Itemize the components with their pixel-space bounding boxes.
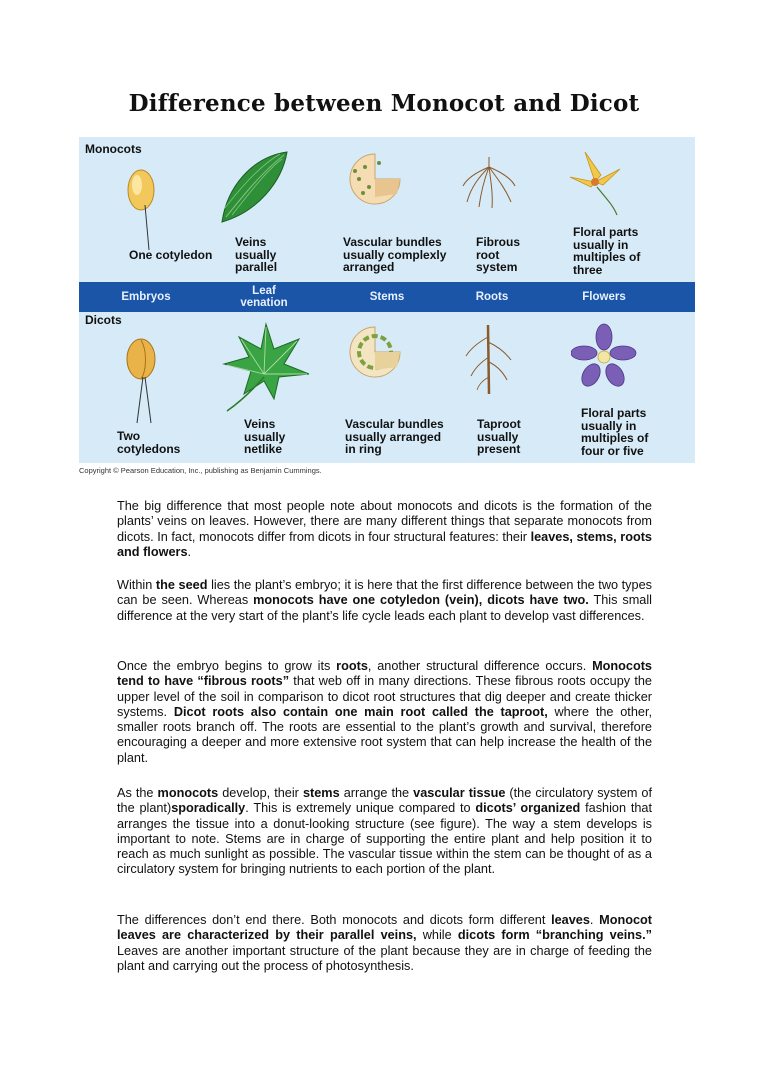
caption-two-cotyledons: Two cotyledons (117, 429, 181, 456)
paragraph-2: Within the seed lies the plant’s embryo; it is here that the first difference between the two types can be seen. Whereas monocots have one cotyledon (vein), dicots have two. This small difference at the very start of the plant’s life cycle leads each plant to develop vast differences. (117, 578, 652, 623)
caption-veins-parallel: Veins usually parallel (235, 235, 278, 274)
paragraph-5: The differences don’t end there. Both monocots and dicots form different leaves. Monocot leaves are characterized by their parallel veins, while dicots form “branching veins.” Leaves are another important structure of the plant because they are in charge of feeding the plant and carrying out the process of photosynthesis. (117, 913, 652, 973)
caption-veins-netlike: Veins usually netlike (244, 417, 286, 456)
monocot-embryo-illustration (119, 165, 169, 255)
dicots-heading: Dicots (85, 313, 122, 327)
monocot-dicot-figure (79, 137, 695, 463)
dicot-flower-illustration (571, 323, 637, 393)
caption-floral-three: Floral parts usually in multiples of three (573, 225, 641, 277)
monocots-heading: Monocots (85, 142, 142, 156)
band-label-embryos: Embryos (121, 291, 171, 303)
caption-vascular-ring: Vascular bundles usually arranged in ring (345, 417, 444, 456)
page-title: Difference between Monocot and Dicot (128, 90, 640, 117)
paragraph-3: Once the embryo begins to grow its roots, another structural difference occurs. Monocots tend to have “fibrous roots” that web off in many directions. These fibrous roots occupy the upper level of the soil in comparison to dicot root structures that dig deeper and create thicker systems. Dicot roots also contain one main root called the taproot, where the other, smaller roots branch off. The roots are essential to the plant’s growth and survival, therefore encouraging a deeper and more extensive root system that can help increase the health of the plant. (117, 659, 652, 765)
caption-fibrous-root: Fibrous root system (476, 235, 520, 274)
caption-taproot: Taproot usually present (477, 417, 521, 456)
dicot-stem-illustration (345, 322, 405, 382)
monocot-leaf-illustration (212, 147, 292, 227)
caption-one-cotyledon: One cotyledon (129, 248, 213, 262)
monocot-fibrous-roots-illustration (459, 152, 519, 212)
monocot-stem-illustration (345, 149, 405, 209)
band-label-leaf-venation: Leaf venation (240, 285, 288, 309)
monocot-flower-illustration (565, 147, 625, 217)
figure-copyright: Copyright © Pearson Education, Inc., publishing as Benjamin Cummings. (79, 466, 322, 475)
band-label-stems: Stems (369, 291, 405, 303)
band-label-roots: Roots (475, 291, 509, 303)
dicot-leaf-illustration (219, 319, 314, 414)
dicot-taproot-illustration (461, 322, 516, 397)
caption-floral-four-five: Floral parts usually in multiples of four or five (581, 406, 649, 458)
category-band (79, 282, 695, 312)
dicot-embryo-illustration (117, 335, 167, 425)
paragraph-4: As the monocots develop, their stems arrange the vascular tissue (the circulatory system of the plant)sporadically. This is extremely unique compared to dicots’ organized fashion that arranges the tissue into a donut-looking structure (see figure). The way a stem develops is important to note. Stems are in charge of supporting the entire plant and help position it to reach as much sunlight as possible. The vascular tissue within the stem can be thought of as a circulatory system for bringing nutrients to each portion of the plant. (117, 786, 653, 877)
caption-vascular-complex: Vascular bundles usually complexly arranged (343, 235, 447, 274)
paragraph-1: The big difference that most people note about monocots and dicots is the formation of the plants’ veins on leaves. However, there are many different things that separate monocots from dicots. In fact, monocots differ from dicots in four structural features: their leaves, stems, roots and flowers. (117, 499, 652, 559)
band-label-flowers: Flowers (582, 291, 626, 303)
